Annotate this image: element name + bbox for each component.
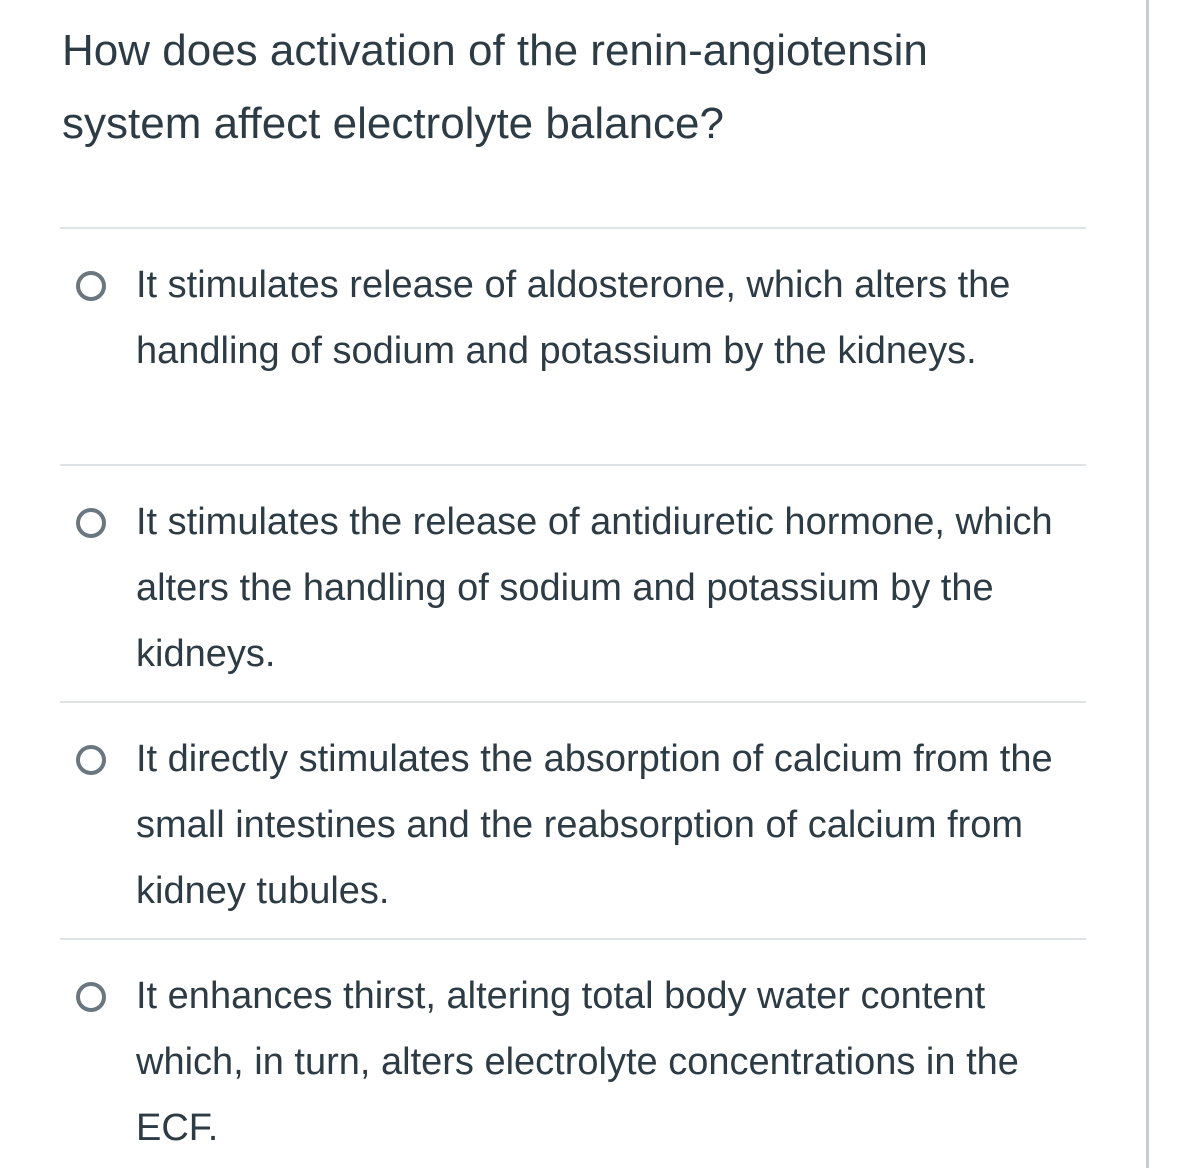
answer-option-2-text: It stimulates the release of antidiuretic hormone, which alters the handling of sodium and potassium by the kidneys. (136, 501, 1053, 675)
answer-option-1-text: It stimulates release of aldosterone, which alters the handling of sodium and potassium by the kidneys. (136, 264, 1011, 372)
radio-button-icon[interactable] (76, 508, 106, 538)
radio-button-icon[interactable] (76, 745, 106, 775)
answer-option-3[interactable] (60, 703, 1086, 939)
answer-option-4-text: It enhances thirst, altering total body water content which, in turn, alters electrolyte concentrations in the ECF. (136, 975, 1019, 1149)
answer-option-3-text: It directly stimulates the absorption of calcium from the small intestines and the reabsorption of calcium from kidney tubules. (136, 738, 1053, 912)
question-text: How does activation of the renin-angiotensin system affect electrolyte balance? (62, 26, 928, 148)
radio-button-icon[interactable] (76, 271, 106, 301)
radio-button-icon[interactable] (76, 982, 106, 1012)
answer-option-4[interactable] (60, 940, 1086, 1176)
answer-option-2[interactable] (60, 466, 1086, 702)
panel-right-border (1146, 0, 1149, 1168)
answer-option-1[interactable] (60, 229, 1086, 465)
